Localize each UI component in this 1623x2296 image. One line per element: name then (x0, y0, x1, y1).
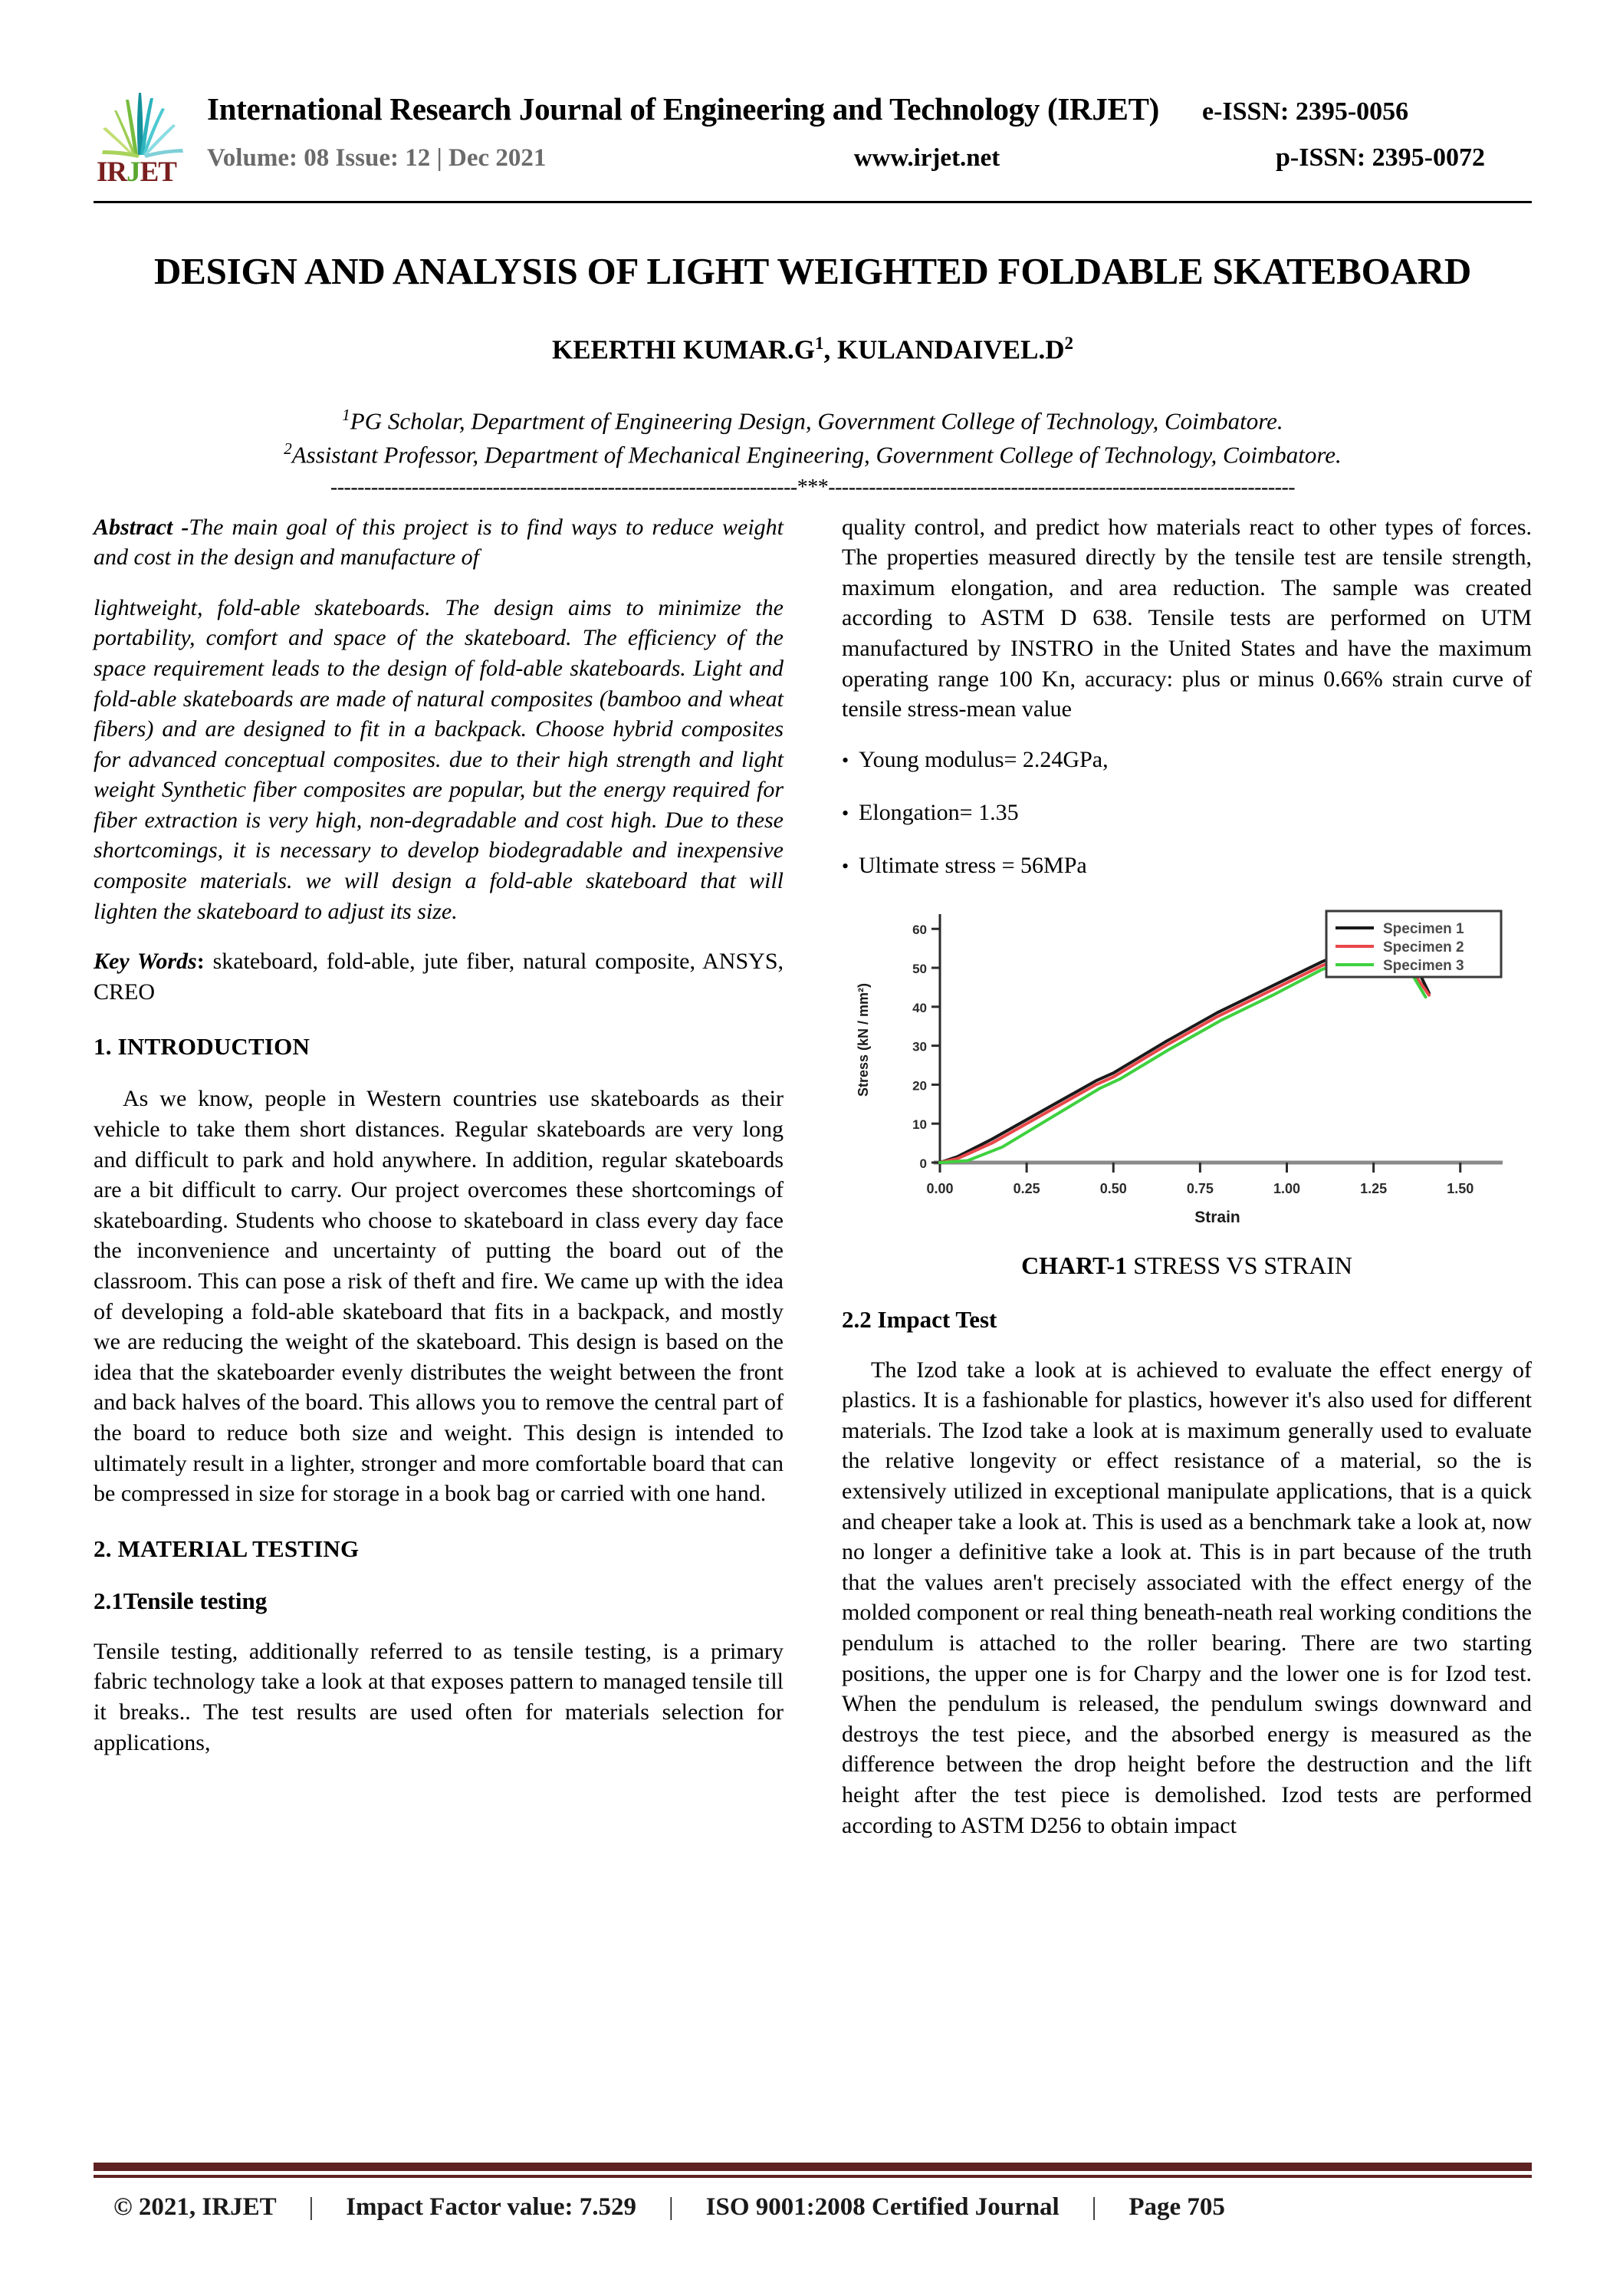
impact-test-paragraph: The Izod take a look at is achieved to evaluate the effect energy of plastics. It is a fashionable for plastics, however it's also used for different materials. The Izod take a look at is maximum generally used to evaluate the relative longevity or effect resistance of a material, so the is extensively utilized in exceptional manipulate applications, that is a quick and cheaper take a look at. This is used as a benchmark take a look at, now no longer a definitive take a look at. This is in part because of the truth that the values aren't precisely associated with the effect energy of the molded component or real thing beneath-neath real working conditions the pendulum is attached to the roller bearing. There are two starting positions, the upper one is for Charpy and the lower one is for Izod test. When the pendulum is released, the pendulum swings downward and destroys the test piece, and the absorbed energy is measured as the difference between the drop height before the destruction and the lift height after the test piece is demolished. Izod tests are performed according to ASTM D256 to obtain impact (842, 1357, 1532, 1838)
list-item: • Ultimate stress = 56MPa (842, 850, 1532, 880)
footer-separator-1: | (308, 2193, 314, 2221)
two-column-body (94, 512, 1532, 1841)
svg-text:Strain: Strain (1194, 1208, 1240, 1226)
leaf-fan-icon (100, 90, 186, 161)
journal-website[interactable]: www.irjet.net (853, 144, 1000, 172)
abstract-paragraph-1 (94, 512, 784, 573)
chart-1-figure (842, 903, 1532, 1280)
affiliation-1 (94, 404, 1532, 438)
svg-text:1.25: 1.25 (1360, 1180, 1388, 1196)
author-list (94, 334, 1532, 366)
footer-text-row (94, 2193, 1532, 2222)
svg-text:1.00: 1.00 (1273, 1180, 1301, 1196)
footer-rule-thin (94, 2175, 1532, 2178)
heading-impact-test: 2.2 Impact Test (842, 1305, 997, 1333)
stress-strain-plot-svg (842, 903, 1532, 1241)
page-content (94, 0, 1532, 1840)
tensile-paragraph-right: quality control, and predict how materials react to other types of forces. The properties measured directly by the tensile test are tensile strength, maximum elongation, and area reduction. The sample was created according to ASTM D 638. Tensile tests are performed on UTM manufactured by INSTRO in the United States and have the maximum operating range 100 Kn, accuracy: plus or minus 0.66% strain curve of tensile stress-mean value (842, 514, 1532, 722)
footer-copyright: © 2021, IRJET (113, 2193, 277, 2221)
footer-separator-3: | (1091, 2193, 1097, 2221)
footer-impact-factor: Impact Factor value: 7.529 (346, 2193, 637, 2221)
masthead-row-volume (207, 143, 1532, 173)
logo-et-text: ET (140, 156, 176, 188)
svg-text:Specimen 1: Specimen 1 (1383, 920, 1464, 937)
section-separator: ---------------------------------------------------------------------***--------------------------------------------------------------------- (330, 475, 1296, 499)
chart-caption-label: CHART-1 (1021, 1251, 1128, 1279)
p-issn: p-ISSN: 2395-0072 (1276, 143, 1485, 172)
svg-text:0.25: 0.25 (1013, 1180, 1040, 1196)
e-issn-wrap (1159, 97, 1458, 127)
svg-text:50: 50 (912, 961, 927, 976)
affiliation-2-text: Assistant Professor, Department of Mechanical Engineering, Government College of Technology, Coimbatore. (291, 440, 1342, 468)
svg-text:0.00: 0.00 (926, 1180, 954, 1196)
footer-page-number: Page 705 (1129, 2193, 1225, 2221)
svg-text:Specimen 3: Specimen 3 (1383, 957, 1464, 974)
list-item: • Young modulus= 2.24GPa, (842, 745, 1532, 775)
svg-text:Stress (kN / mm²): Stress (kN / mm²) (856, 982, 871, 1097)
footer-iso-certification: ISO 9001:2008 Certified Journal (705, 2193, 1060, 2221)
author-2-name: , KULANDAIVEL.D (823, 334, 1065, 365)
svg-text:40: 40 (912, 1000, 927, 1015)
journal-title: International Research Journal of Engineering and Technology (IRJET) (207, 91, 1159, 127)
svg-text:0.50: 0.50 (1099, 1180, 1127, 1196)
affiliation-2 (94, 438, 1532, 472)
e-issn: e-ISSN: 2395-0056 (1202, 97, 1409, 126)
keywords-label: Key Words (94, 949, 197, 975)
svg-text:10: 10 (912, 1117, 927, 1132)
author-1-name: KEERTHI KUMAR.G (551, 334, 815, 365)
svg-text:1.50: 1.50 (1447, 1180, 1474, 1196)
p-issn-wrap (1233, 143, 1532, 173)
page-title: DESIGN AND ANALYSIS OF LIGHT WEIGHTED FOLDABLE SKATEBOARD (153, 250, 1472, 292)
author-2-affil-marker: 2 (1064, 333, 1074, 353)
introduction-paragraph: As we know, people in Western countries use skateboards as their vehicle to take them short distances. Regular skateboards are very long and difficult to park and hold anywhere. In addition, regular skateboards are a bit difficult to carry. Our project overcomes these shortcomings of skateboarding. Students who choose to skateboard in class every day face the inconvenience and uncertainty of putting the board out of the classroom. This can pose a risk of theft and fire. We came up with the idea of developing a fold-able skateboard that fits in a backpack, and mostly we are reducing the weight of the skateboard. This design is based on the idea that the skateboarder evenly distributes the weight between the front and back halves of the board. This allows you to remove the central part of the board to reduce both size and weight. This design is intended to ultimately result in a lighter, stronger and more comfortable board that can be compressed in size for storage in a book bag or carried with one hand. (94, 1086, 784, 1507)
header-divider (94, 201, 1532, 203)
abstract-label: Abstract - (94, 514, 189, 540)
heading-tensile-testing: 2.1Tensile testing (94, 1587, 268, 1614)
author-1-affil-marker: 1 (814, 333, 824, 353)
affiliation-1-marker: 1 (342, 405, 350, 424)
svg-text:0.75: 0.75 (1186, 1180, 1214, 1196)
logo-j-text: J (126, 156, 140, 188)
affiliations (94, 404, 1532, 472)
heading-introduction: 1. INTRODUCTION (94, 1033, 310, 1061)
tensile-results-list (842, 745, 1532, 880)
chart-caption-text: STRESS VS STRAIN (1127, 1251, 1352, 1279)
svg-text:Specimen 2: Specimen 2 (1383, 939, 1464, 956)
abstract-paragraph-2: lightweight, fold-able skateboards. The design aims to minimize the portability, comfort and space of the skateboard. The efficiency of the space requirement leads to the design of fold-able skateboards. Light and fold-able skateboards are made of natural composites (bamboo and wheat fibers) and are designed to fit in a backpack. Choose hybrid composites for advanced conceptual composites. due to their high strength and light weight Synthetic fiber composites are popular, but the energy required for fiber extraction is very high, non-degradable and cost high. Due to these shortcomings, it is necessary to develop biodegradable and inexpensive composite materials. we will design a fold-able skateboard that will lighten the skateboard to adjust its size. (94, 594, 784, 924)
right-column (842, 512, 1532, 1841)
tensile-paragraph-left: Tensile testing, additionally referred to as tensile testing, is a primary fabric technology take a look at that exposes pattern to managed tensile till it breaks.. The test results are used often for materials selection for applications, (94, 1638, 784, 1755)
svg-text:20: 20 (912, 1078, 927, 1094)
irjet-logo (94, 90, 193, 190)
abstract-text-1: The main goal of this project is to find ways to reduce weight and cost in the design and manufacture of (94, 514, 784, 571)
masthead-text-block (193, 90, 1532, 173)
keywords-text: skateboard, fold-able, jute fiber, natural composite, ANSYS, CREO (94, 949, 784, 1005)
keywords-colon: : (196, 949, 205, 975)
chart-1-caption (842, 1252, 1532, 1280)
logo-ir-text: IR (97, 156, 127, 188)
masthead-row-title (207, 90, 1532, 127)
footer-separator-2: | (669, 2193, 674, 2221)
svg-text:30: 30 (912, 1039, 927, 1054)
keywords-paragraph (94, 946, 784, 1007)
svg-text:0: 0 (919, 1156, 927, 1171)
svg-text:60: 60 (912, 922, 927, 937)
stress-strain-chart (842, 903, 1532, 1241)
heading-material-testing: 2. MATERIAL TESTING (94, 1535, 360, 1562)
volume-issue-date: Volume: 08 Issue: 12 | Dec 2021 (207, 144, 547, 172)
irjet-wordmark (97, 158, 176, 186)
footer-rule-thick (94, 2163, 1532, 2171)
affiliation-2-marker: 2 (284, 439, 292, 458)
journal-masthead (94, 0, 1532, 190)
page-footer (94, 2163, 1532, 2222)
affiliation-1-text: PG Scholar, Department of Engineering Design, Government College of Technology, Coimbatore. (350, 406, 1283, 434)
left-column (94, 512, 784, 1841)
list-item: • Elongation= 1.35 (842, 798, 1532, 827)
